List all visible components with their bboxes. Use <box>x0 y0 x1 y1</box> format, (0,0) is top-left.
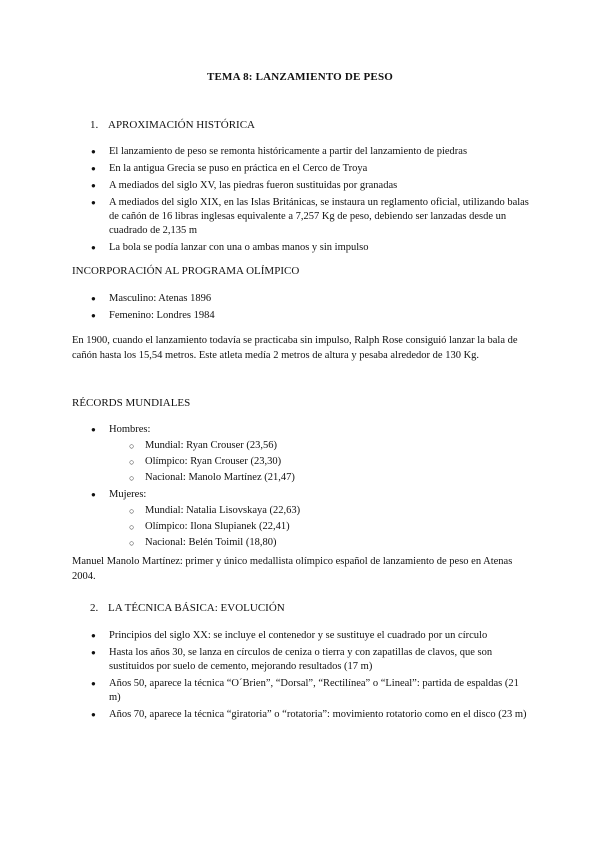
martinez-paragraph: Manuel Manolo Martínez: primer y único medallista olímpico español de lanzamiento de peso en Atenas 2004. <box>72 556 513 582</box>
olympic-heading: INCORPORACIÓN AL PROGRAMA OLÍMPICO <box>72 265 300 277</box>
olympic-list <box>109 292 529 326</box>
list-item: ● En la antigua Grecia se puso en práctica en el Cerco de Troya <box>109 162 529 176</box>
section-2-heading <box>90 601 285 615</box>
list-item: ○ Mundial: Natalia Lisovskaya (22,63) <box>145 504 529 518</box>
men-label: Hombres: <box>109 424 151 435</box>
list-item: ● La bola se podía lanzar con una o ambas manos y sin impulso <box>109 241 529 255</box>
section-2-number: 2. <box>90 602 99 614</box>
rose-paragraph: En 1900, cuando el lanzamiento todavía se practicaba sin impulso, Ralph Rose consiguió lanzar la bala de cañón hasta los 15,54 metros. Este atleta medía 2 metros de altura y pesaba alrededor de 130 Kg. <box>72 335 518 361</box>
history-list <box>109 145 529 258</box>
women-label: Mujeres: <box>109 489 147 500</box>
records-heading: RÉCORDS MUNDIALES <box>72 397 191 409</box>
section-1-title: APROXIMACIÓN HISTÓRICA <box>108 119 255 131</box>
technique-list <box>109 629 529 725</box>
list-item: ○ Nacional: Belén Toimil (18,80) <box>145 536 529 550</box>
list-item: ● El lanzamiento de peso se remonta históricamente a partir del lanzamiento de piedras <box>109 145 529 159</box>
list-item: ○ Mundial: Ryan Crouser (23,56) <box>145 439 529 453</box>
list-item: ● Principios del siglo XX: se incluye el contenedor y se sustituye el cuadrado por un círculo <box>109 629 529 643</box>
women-sublist <box>145 504 529 550</box>
women-records <box>109 488 529 550</box>
list-item: ● Años 70, aparece la técnica “giratoria” o “rotatoria”: movimiento rotatorio como en el disco (23 m) <box>109 708 529 722</box>
list-item: ● A mediados del siglo XIX, en las Islas Británicas, se instaura un reglamento oficial, utilizando balas de cañón de 16 libras inglesas equivalente a 7,257 Kg de peso, debiendo ser lanzadas desde un cuadrado de 2,135 m <box>109 196 529 238</box>
men-sublist <box>145 439 529 485</box>
records-list <box>109 423 529 553</box>
section-1-heading <box>90 118 255 132</box>
list-item: ○ Olímpico: Ryan Crouser (23,30) <box>145 455 529 469</box>
list-item: ● Masculino: Atenas 1896 <box>109 292 529 306</box>
section-2-title: LA TÉCNICA BÁSICA: EVOLUCIÓN <box>108 602 285 614</box>
list-item: ● A mediados del siglo XV, las piedras fueron sustituidas por granadas <box>109 179 529 193</box>
section-1-number: 1. <box>90 119 99 131</box>
document-title: TEMA 8: LANZAMIENTO DE PESO <box>206 71 394 83</box>
list-item: ○ Nacional: Manolo Martínez (21,47) <box>145 471 529 485</box>
list-item: ● Años 50, aparece la técnica “O´Brien”, “Dorsal”, “Rectilínea” o “Lineal”: partida de espaldas (21 m) <box>109 677 529 705</box>
men-records <box>109 423 529 485</box>
list-item: ● Femenino: Londres 1984 <box>109 309 529 323</box>
list-item: ● Hasta los años 30, se lanza en círculos de ceniza o tierra y con zapatillas de clavos, que son sustituidos por suelo de cemento, mejorando resultados (17 m) <box>109 646 529 674</box>
list-item: ○ Olímpico: Ilona Slupianek (22,41) <box>145 520 529 534</box>
